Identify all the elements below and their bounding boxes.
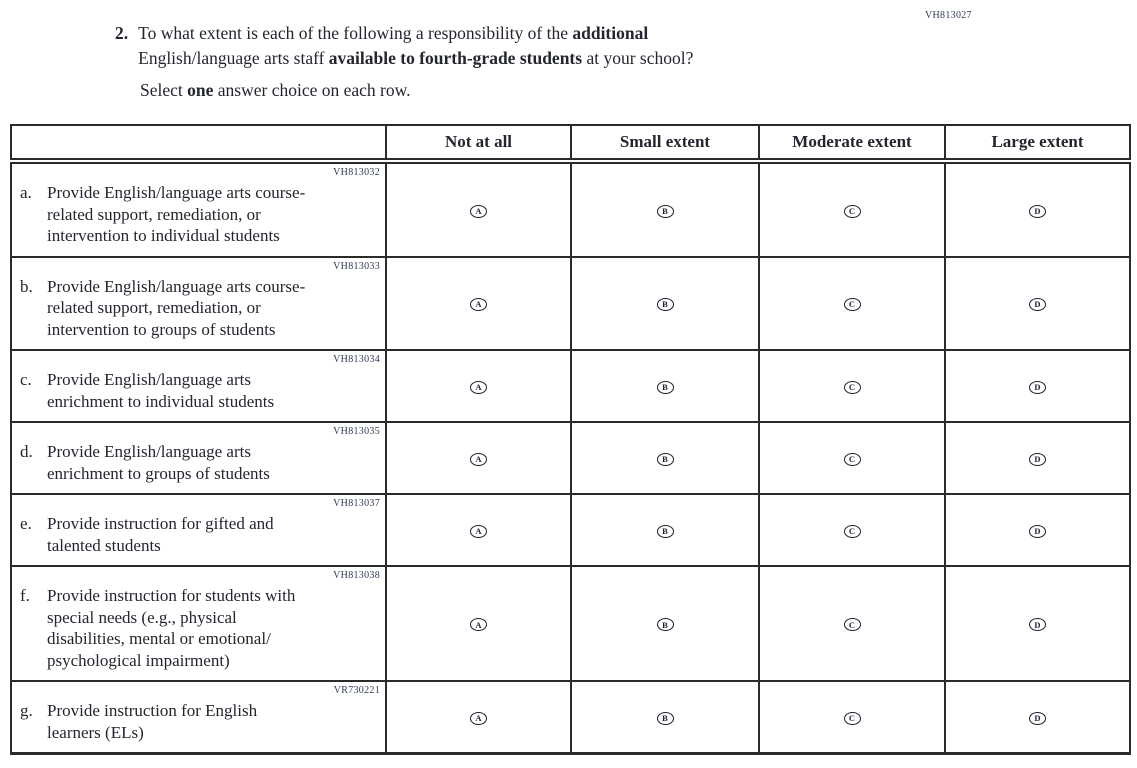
- emphasized-text: one: [187, 80, 214, 100]
- item-cell: [11, 257, 386, 351]
- item-accession-code: VH813035: [333, 426, 380, 437]
- item-cell: [11, 161, 386, 257]
- answer-bubble-B[interactable]: B: [657, 525, 674, 538]
- answer-bubble-D[interactable]: D: [1029, 205, 1046, 218]
- emphasized-text: additional: [572, 23, 649, 43]
- answer-cell-g-B: [571, 681, 759, 754]
- item-text-line: enrichment to individual students: [47, 391, 275, 411]
- answer-bubble-A[interactable]: A: [470, 298, 487, 311]
- item-accession-code: VH813033: [333, 260, 380, 272]
- item-text-line: related support, remediation, or: [47, 298, 261, 317]
- plain-text: Select: [140, 80, 188, 100]
- answer-bubble-B[interactable]: B: [657, 618, 674, 631]
- item-accession-code: VH813038: [333, 570, 380, 581]
- answer-cell-d-D: [945, 422, 1130, 494]
- item-text-block: [12, 441, 385, 484]
- table-row-f: [11, 566, 1130, 681]
- item-column-header-empty: [11, 125, 386, 161]
- answer-cell-b-B: [571, 257, 759, 351]
- plain-text: To what extent is each of the following a responsibility of the: [138, 23, 573, 43]
- answer-bubble-D[interactable]: D: [1029, 453, 1046, 466]
- item-text-line: disabilities, mental or emotional/: [47, 629, 271, 648]
- item-cell: [11, 494, 386, 566]
- answer-cell-b-D: [945, 257, 1130, 351]
- emphasized-text: available to fourth-grade students: [328, 48, 583, 68]
- item-text-block: [12, 513, 385, 556]
- table-row-a: [11, 161, 1130, 257]
- answer-cell-b-C: [759, 257, 945, 351]
- answer-bubble-A[interactable]: A: [470, 618, 487, 631]
- item-text-line: talented students: [47, 535, 161, 555]
- question-text-line: [138, 21, 693, 46]
- answer-bubble-D[interactable]: D: [1029, 298, 1046, 311]
- table-row-g: [11, 681, 1130, 754]
- item-text-line: Provide English/language arts course-: [47, 276, 306, 296]
- table-header-row: [11, 125, 1130, 161]
- column-header-small-extent: Small extent: [571, 125, 759, 161]
- answer-cell-a-C: [759, 161, 945, 257]
- item-text-lines: [47, 441, 270, 484]
- answer-bubble-D[interactable]: D: [1029, 712, 1046, 725]
- item-text-lines: [47, 585, 295, 671]
- answer-cell-d-A: [386, 422, 571, 494]
- item-cell: [11, 422, 386, 494]
- item-cell: [11, 681, 386, 754]
- answer-cell-c-A: [386, 350, 571, 422]
- item-text-line: related support, remediation, or: [47, 204, 261, 224]
- item-text-line: learners (ELs): [47, 722, 144, 742]
- item-text-lines: [47, 513, 274, 556]
- response-matrix-table: [10, 124, 1131, 755]
- answer-bubble-C[interactable]: C: [844, 453, 861, 466]
- answer-cell-g-A: [386, 681, 571, 754]
- answer-cell-b-A: [386, 257, 571, 351]
- question-block: [115, 21, 693, 71]
- item-text-line: Provide English/language arts: [47, 442, 251, 461]
- answer-cell-c-D: [945, 350, 1130, 422]
- table-row-d: [11, 422, 1130, 494]
- answer-bubble-B[interactable]: B: [657, 381, 674, 394]
- answer-bubble-C[interactable]: C: [844, 381, 861, 394]
- plain-text: answer choice on each row.: [213, 80, 411, 100]
- answer-cell-a-B: [571, 161, 759, 257]
- question-instruction: [140, 78, 411, 103]
- answer-bubble-A[interactable]: A: [470, 712, 487, 725]
- item-letter: f.: [20, 586, 30, 605]
- answer-cell-f-B: [571, 566, 759, 681]
- item-text-line: intervention to groups of students: [47, 319, 276, 339]
- item-text-lines: [47, 700, 257, 743]
- table-row-b: [11, 257, 1130, 351]
- plain-text: at your school?: [582, 48, 694, 68]
- item-accession-code: VH813032: [333, 167, 380, 178]
- answer-cell-e-D: [945, 494, 1130, 566]
- answer-bubble-A[interactable]: A: [470, 381, 487, 394]
- item-text-line: special needs (e.g., physical: [47, 607, 237, 627]
- item-cell: [11, 566, 386, 681]
- answer-cell-f-A: [386, 566, 571, 681]
- answer-cell-d-C: [759, 422, 945, 494]
- answer-bubble-B[interactable]: B: [657, 298, 674, 311]
- answer-bubble-C[interactable]: C: [844, 712, 861, 725]
- answer-bubble-B[interactable]: B: [657, 453, 674, 466]
- answer-cell-e-B: [571, 494, 759, 566]
- answer-cell-f-D: [945, 566, 1130, 681]
- answer-cell-e-C: [759, 494, 945, 566]
- item-text-line: Provide English/language arts course-: [47, 183, 306, 202]
- answer-cell-a-D: [945, 161, 1130, 257]
- column-header-moderate-extent: Moderate extent: [759, 125, 945, 161]
- table-row-c: [11, 350, 1130, 422]
- question-text-line: [138, 46, 693, 71]
- item-text-line: intervention to individual students: [47, 226, 280, 245]
- item-letter: d.: [20, 442, 33, 461]
- item-letter: g.: [20, 701, 33, 720]
- answer-bubble-C[interactable]: C: [844, 618, 861, 631]
- item-letter: c.: [20, 370, 32, 389]
- item-text-block: [12, 276, 385, 341]
- answer-bubble-B[interactable]: B: [657, 712, 674, 725]
- answer-cell-g-C: [759, 681, 945, 754]
- item-text-line: Provide English/language arts: [47, 370, 251, 389]
- item-letter: a.: [20, 183, 32, 202]
- answer-bubble-D[interactable]: D: [1029, 618, 1046, 631]
- item-accession-code: VR730221: [333, 685, 380, 696]
- answer-bubble-C[interactable]: C: [844, 525, 861, 538]
- item-text-line: enrichment to groups of students: [47, 463, 270, 483]
- answer-bubble-C[interactable]: C: [844, 298, 861, 311]
- table-row-e: [11, 494, 1130, 566]
- answer-bubble-A[interactable]: A: [470, 453, 487, 466]
- item-text-lines: [47, 276, 305, 341]
- answer-bubble-C[interactable]: C: [844, 205, 861, 218]
- item-text-block: [12, 369, 385, 412]
- answer-cell-e-A: [386, 494, 571, 566]
- answer-bubble-D[interactable]: D: [1029, 525, 1046, 538]
- item-text-line: psychological impairment): [47, 650, 230, 670]
- item-accession-code: VH813034: [333, 354, 380, 365]
- item-text-block: [12, 182, 385, 247]
- item-cell: [11, 350, 386, 422]
- item-text-block: [12, 700, 385, 743]
- column-header-large-extent: Large extent: [945, 125, 1130, 161]
- item-letter: e.: [20, 514, 32, 533]
- item-letter: b.: [20, 276, 33, 296]
- item-text-lines: [47, 369, 274, 412]
- question-number: 2.: [115, 23, 129, 43]
- plain-text: English/language arts staff: [138, 48, 329, 68]
- answer-cell-d-B: [571, 422, 759, 494]
- answer-bubble-D[interactable]: D: [1029, 381, 1046, 394]
- item-text-line: Provide instruction for students with: [47, 586, 296, 605]
- item-text-block: [12, 585, 385, 671]
- answer-bubble-A[interactable]: A: [470, 525, 487, 538]
- answer-cell-c-C: [759, 350, 945, 422]
- item-text-line: Provide instruction for gifted and: [47, 514, 274, 533]
- item-accession-code: VH813037: [333, 498, 380, 509]
- answer-cell-g-D: [945, 681, 1130, 754]
- answer-cell-c-B: [571, 350, 759, 422]
- answer-cell-f-C: [759, 566, 945, 681]
- page-accession-code: VH813027: [925, 10, 972, 21]
- column-header-not-at-all: Not at all: [386, 125, 571, 161]
- question-text: [138, 21, 693, 71]
- item-text-lines: [47, 182, 305, 247]
- answer-cell-a-A: [386, 161, 571, 257]
- answer-bubble-B[interactable]: B: [657, 205, 674, 218]
- item-text-line: Provide instruction for English: [47, 701, 258, 720]
- answer-bubble-A[interactable]: A: [470, 205, 487, 218]
